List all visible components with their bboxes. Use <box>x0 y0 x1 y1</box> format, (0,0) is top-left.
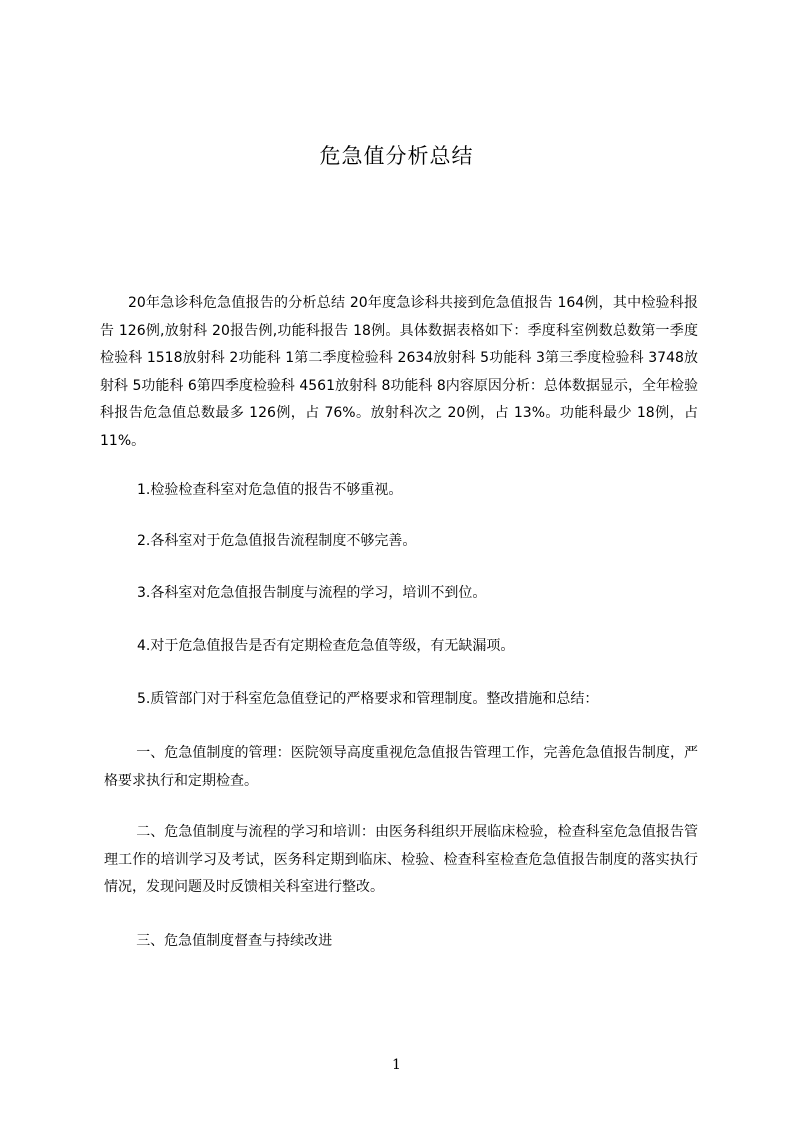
reason-item-4: 4.对于危急值报告是否有定期检查危急值等级，有无缺漏项。 <box>137 638 515 654</box>
reason-item-5: 5.质管部门对于科室危急值登记的严格要求和管理制度。整改措施和总结： <box>137 691 599 707</box>
measure-paragraph-3: 三、危急值制度督查与持续改进 <box>136 933 333 949</box>
page-number: 1 <box>392 1057 401 1073</box>
document-title: 危急值分析总结 <box>319 144 474 168</box>
measure-paragraph-1: 一、危急值制度的管理：医院领导高度重视危急值报告管理工作，完善危急值报告制度，严格要求执行和定期检查。 <box>104 745 698 789</box>
reason-item-2: 2.各科室对于危急值报告流程制度不够完善。 <box>137 533 417 549</box>
intro-paragraph: 20年急诊科危急值报告的分析总结 20年度急诊科共接到危急值报告 164例，其中检验科报告 126例,放射科 20报告例,功能科报告 18例。具体数据表格如下：季度科室例数总数第一季度检验科 1518放射科 2功能科 1第二季度检验科 2634放射科 5功能科 3第三季度检验科 3748放射科 5功能科 6第四季度检验科 4561放射科 8功能科 8内容原因分析：总体数据显示，全年检验科报告危急值总数最多 126例，占 76%。放射科次之 20例，占 13%。功能科最少 18例，占 11%。 <box>100 295 698 449</box>
reason-item-1: 1.检验检查科室对危急值的报告不够重视。 <box>137 482 403 498</box>
measure-paragraph-2: 二、危急值制度与流程的学习和培训：由医务科组织开展临床检验，检查科室危急值报告管理工作的培训学习及考试，医务科定期到临床、检验、检查科室检查危急值报告制度的落实执行情况，发现问题及时反馈相关科室进行整改。 <box>104 824 698 895</box>
reason-item-3: 3.各科室对危急值报告制度与流程的学习，培训不到位。 <box>137 585 487 601</box>
